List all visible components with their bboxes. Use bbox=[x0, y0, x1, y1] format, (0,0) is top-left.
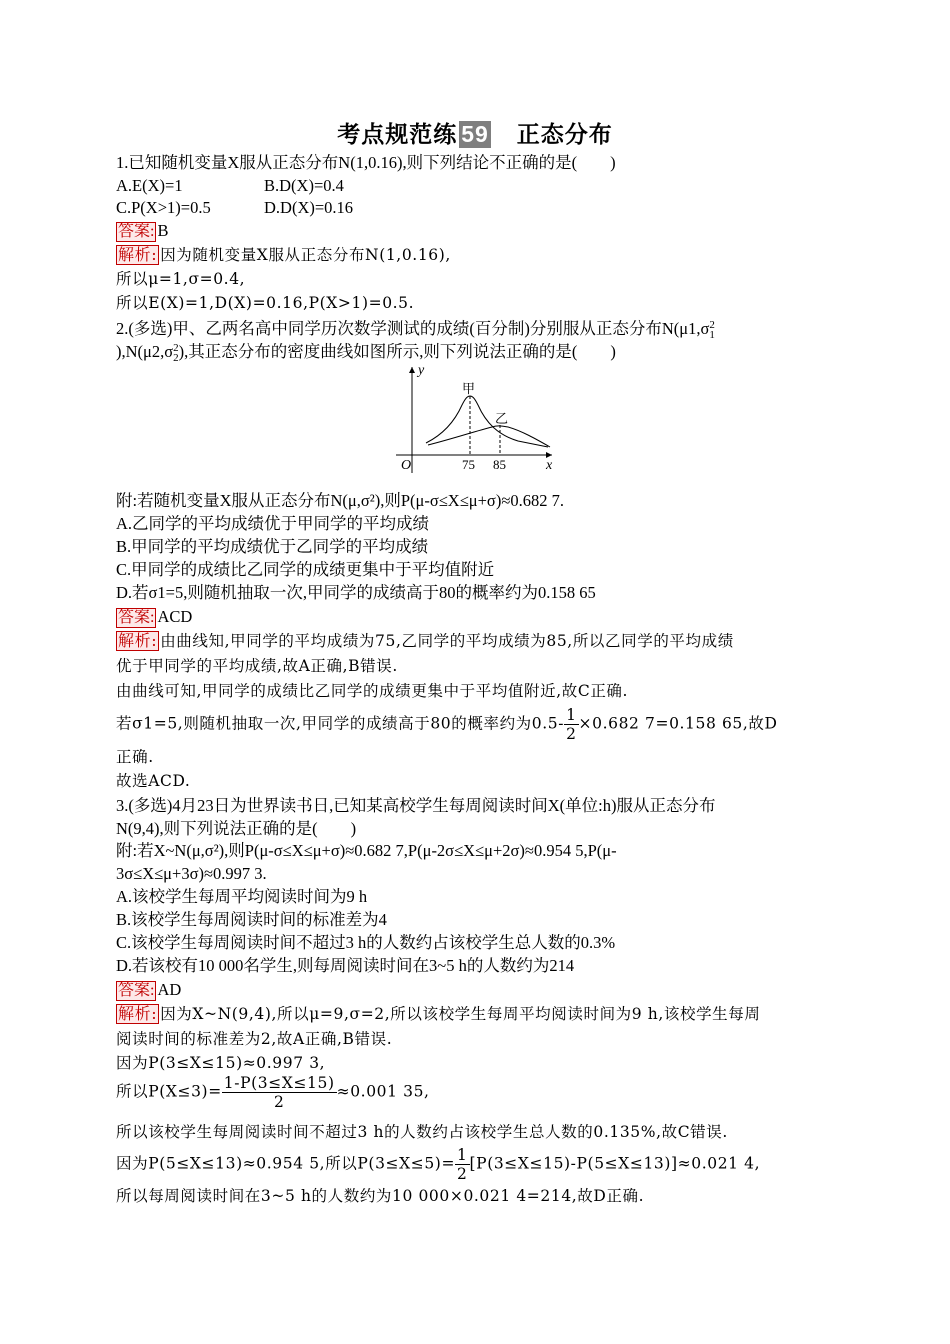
q1-sol-2: 所以μ=1,σ=0.4, bbox=[116, 270, 246, 288]
q1-analysis: 解析: 因为随机变量X服从正态分布N(1,0.16), bbox=[118, 245, 451, 264]
curve-label-yi: 乙 bbox=[495, 412, 509, 427]
q3-note-1: 附:若X~N(μ,σ²),则P(μ-σ≤X≤μ+σ)≈0.682 7,P(μ-2σ≤X≤μ+2σ)≈0.954 5,P(μ- bbox=[116, 841, 617, 860]
answer-tag: 答案: bbox=[118, 609, 155, 626]
q2-sol-6: 故选ACD. bbox=[116, 772, 191, 790]
answer-tag: 答案: bbox=[118, 223, 155, 240]
tick-75: 75 bbox=[462, 457, 475, 472]
q1-options-ab: A.E(X)=1 B.D(X)=0.4 bbox=[116, 176, 344, 195]
q1-options-cd: C.P(X>1)=0.5 D.D(X)=0.16 bbox=[116, 198, 354, 217]
q3-stem-2: N(9,4),则下列说法正确的是( ) bbox=[116, 819, 357, 838]
analysis-tag: 解析: bbox=[118, 245, 158, 264]
curve-label-jia: 甲 bbox=[462, 382, 476, 397]
q1-stem: 1.已知随机变量X服从正态分布N(1,0.16),则下列结论不正确的是( ) bbox=[116, 153, 616, 172]
q2-option-a: A.乙同学的平均成绩优于甲同学的平均成绩 bbox=[116, 514, 430, 533]
q3-analysis: 解析: 因为X~N(9,4),所以μ=9,σ=2,所以该校学生每周平均阅读时间为9 h,该校学生每周 bbox=[118, 1004, 761, 1023]
q3-sol-3: 因为P(3≤X≤15)≈0.997 3, bbox=[116, 1054, 326, 1072]
q1-sol-3: 所以E(X)=1,D(X)=0.16,P(X>1)=0.5. bbox=[116, 294, 415, 312]
analysis-tag: 解析: bbox=[118, 631, 158, 650]
q3-sol-4: 所以P(X≤3)= $\frac{1-P(3\le X\le 15)}{2}$ ≈0.001 35, bbox=[116, 1074, 430, 1111]
page-title: 考点规范练 59 正态分布 bbox=[337, 121, 613, 148]
q3-note-2: 3σ≤X≤μ+3σ)≈0.997 3. bbox=[116, 864, 267, 883]
q2-sol-4: 若σ1=5,则随机抽取一次,甲同学的成绩高于80的概率约为0.5- $\frac{1}{2}$ ×0.682 7=0.158 65,故D bbox=[116, 706, 778, 743]
q3-sol-2: 阅读时间的标准差为2,故A正确,B错误. bbox=[116, 1030, 393, 1048]
q2-stem-2: ),N(μ2,σ 2 2 ),其正态分布的密度曲线如图所示,则下列说法正确的是( ) bbox=[116, 342, 616, 365]
q2-sol-2: 优于甲同学的平均成绩,故A正确,B错误. bbox=[116, 657, 398, 675]
origin-label: O bbox=[401, 458, 412, 473]
q2-answer: 答案: ACD bbox=[118, 607, 193, 626]
answer-tag: 答案: bbox=[118, 982, 155, 999]
q2-sol-5: 正确. bbox=[116, 748, 154, 766]
curve-jia bbox=[426, 396, 548, 447]
q2-option-c: C.甲同学的成绩比乙同学的成绩更集中于平均值附近 bbox=[116, 560, 495, 579]
q2-analysis: 解析: 由曲线知,甲同学的平均成绩为75,乙同学的平均成绩为85,所以乙同学的平均成绩 bbox=[118, 631, 734, 650]
x-axis-label: x bbox=[546, 458, 553, 473]
analysis-tag: 解析: bbox=[118, 1004, 158, 1023]
q3-answer: 答案: AD bbox=[118, 980, 182, 999]
q2-sol-3: 由曲线可知,甲同学的成绩比乙同学的成绩更集中于平均值附近,故C正确. bbox=[116, 682, 629, 700]
q3-sol-7: 所以每周阅读时间在3~5 h的人数约为10 000×0.021 4=214,故D正确. bbox=[116, 1187, 645, 1205]
tick-85: 85 bbox=[493, 457, 506, 472]
density-curve-figure bbox=[392, 363, 562, 475]
q3-option-b: B.该校学生每周阅读时间的标准差为4 bbox=[116, 910, 387, 929]
y-axis-label: y bbox=[418, 363, 425, 378]
q3-stem-1: 3.(多选)4月23日为世界读书日,已知某高校学生每周阅读时间X(单位:h)服从正态分布 bbox=[116, 796, 716, 815]
q3-sol-5: 所以该校学生每周阅读时间不超过3 h的人数约占该校学生总人数的0.135%,故C错误. bbox=[116, 1123, 728, 1141]
q3-option-d: D.若该校有10 000名学生,则每周阅读时间在3~5 h的人数约为214 bbox=[116, 956, 575, 975]
q2-stem-1: 2.(多选)甲、乙两名高中同学历次数学测试的成绩(百分制)分别服从正态分布N(μ1,σ 2 1 bbox=[116, 319, 715, 342]
q2-note: 附:若随机变量X服从正态分布N(μ,σ²),则P(μ-σ≤X≤μ+σ)≈0.682 7. bbox=[116, 491, 564, 510]
q2-option-d: D.若σ1=5,则随机抽取一次,甲同学的成绩高于80的概率约为0.158 65 bbox=[116, 583, 596, 602]
exercise-number: 59 bbox=[461, 121, 489, 147]
q1-answer: 答案: B bbox=[118, 221, 169, 240]
q2-option-b: B.甲同学的平均成绩优于乙同学的平均成绩 bbox=[116, 537, 429, 556]
q3-sol-6: 因为P(5≤X≤13)≈0.954 5,所以P(3≤X≤5)= $\frac{1}{2}$ [P(3≤X≤15)-P(5≤X≤13)]≈0.021 4, bbox=[116, 1146, 761, 1183]
q3-option-a: A.该校学生每周平均阅读时间为9 h bbox=[116, 887, 368, 906]
q3-option-c: C.该校学生每周阅读时间不超过3 h的人数约占该校学生总人数的0.3% bbox=[116, 933, 616, 952]
